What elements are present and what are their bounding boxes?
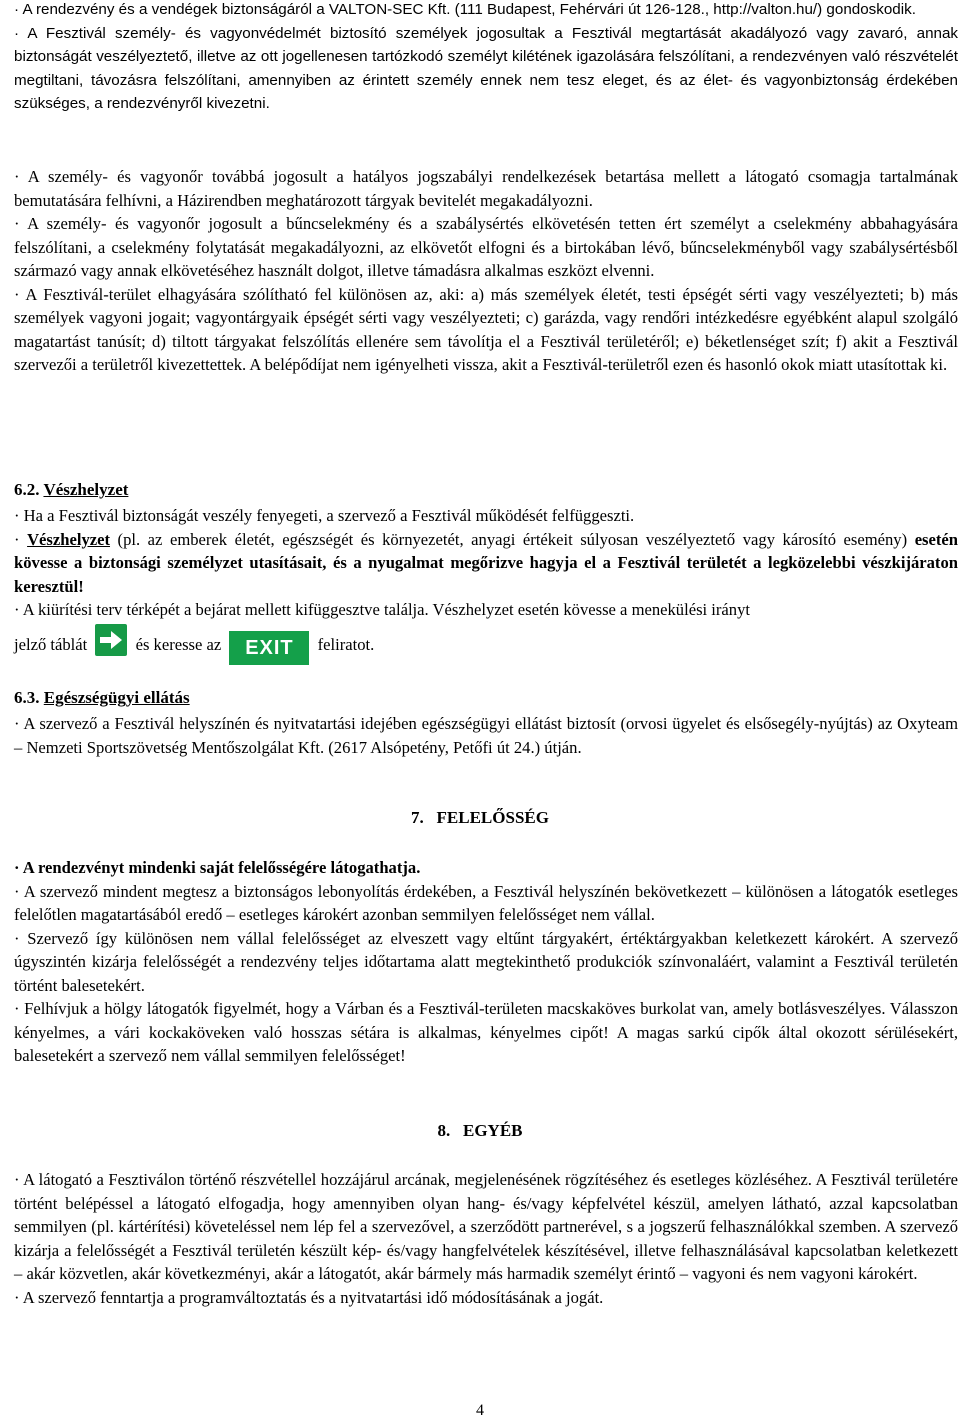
paragraph-own-risk: · A rendezvényt mindenki saját felelősségére látogathatja. bbox=[14, 858, 421, 877]
paragraph-expulsion: · A Fesztivál-terület elhagyására szólítható fel különösen az, aki: a) más személyek életét, testi épségét sérti vagy veszélyezteti; b) más személyek vagyoni jogait; vagyontárgyaik épségét sérti vagy veszélyezteti; c) garázda, vagy rendőri intézkedésre egyébként alapul szolgáló magatartást tanúsít; d) tiltott tárgyakat felszólítás ellenére sem távolítja el a Fesztivál területéről; e) béketlenséget szít; f) akit a Fesztivál szervezői a területről kivezettettek. A belépődíjat nem igényelheti vissza, akit a Fesztivál-területről ezen és hasonló okok miatt utasítottak ki. bbox=[14, 284, 958, 374]
other-section bbox=[14, 1168, 958, 1309]
section-heading-6-3 bbox=[14, 688, 190, 708]
sign-line bbox=[14, 624, 374, 665]
paragraph-bag-check: · A személy- és vagyonőr továbbá jogosult a hatályos jogszabályi rendelkezések betartása mellett a látogató csomagja tartalmának bemutatására felhívni, a Házirendben meghatározott tárgyak bevitelét megakadályozni. bbox=[14, 167, 958, 210]
paragraph-healthcare: · A szervező a Fesztivál helyszínén és nyitvatartási idejében egészségügyi ellátást biztosít (orvosi ügyelet és elsősegély-nyújtás) az Oxyteam – Nemzeti Sportszövetség Mentőszolgálat Kft. (2617 Alsópetény, Petőfi út 24.) útján. bbox=[14, 714, 958, 757]
guard-section bbox=[14, 165, 958, 377]
emergency-instruction: esetén kövesse a biztonsági személyzet utasításait, és a nyugalmat megőrizve hagyja el a Fesztivál területét a legközelebbi vészkijáraton keresztül! bbox=[14, 529, 958, 596]
paragraph-recording-consent: · A látogató a Fesztiválon történő részvétellel hozzájárul arcának, megjelenésének rögzítéséhez és esetleges közléséhez. A Fesztivál területére történt belépéssel a látogató elfogadja, hogy amennyiben olyan hang- és/vagy képfelvétel készül, amelyen látható, azzal kapcsolatban semmilyen (pl. kártérítési) követeléssel nem lép fel a szervezővel, a szerződött partnerével, s a jogszerű felhasználókkal szemben. A szervező kizárja a felelősségét a Fesztivál területén készült kép- és/vagy hangfelvételek készítésével, illetve felhasználásával kapcsolatban keletkezett – akár közvetlen, akár következményi, akár a látogatót, akár bármely más harmadik személyt érintő – vagyoni és nem vagyoni károkért. bbox=[14, 1170, 958, 1283]
paragraph-emergency bbox=[14, 528, 958, 599]
paragraph-program-change: · A szervező fenntartja a programváltoztatás és a nyitvatartási idő módosításának a jogát. bbox=[14, 1287, 604, 1307]
emergency-lead: Vészhelyzet bbox=[27, 529, 111, 549]
section-title: Egészségügyi ellátás bbox=[43, 688, 190, 707]
emergency-section bbox=[14, 504, 958, 622]
emergency-text: (pl. az emberek életét, egészségét és környezetét, anyagi értékeit súlyosan veszélyeztető vagy károsító esemény) bbox=[110, 529, 915, 549]
paragraph-suspension: · Ha a Fesztivál biztonságát veszély fenyegeti, a szervező a Fesztivál működését felfüggeszti. bbox=[14, 506, 635, 525]
paragraph-no-liability: · A szervező mindent megtesz a biztonságos lebonyolítás érdekében, a Fesztivál helyszínén bekövetkezett – különösen a látogatók esetleges felelőtlen magatartásából eredő – esetleges károkért azonban semmilyen felelősséget nem vállal. bbox=[14, 881, 958, 924]
intro-section bbox=[14, 0, 958, 116]
sign-text-2: és keresse az bbox=[135, 635, 222, 654]
healthcare-section bbox=[14, 712, 958, 759]
paragraph-lost-items: · Szervező így különösen nem vállal felelősséget az elveszett vagy eltűnt tárgyakért, értéktárgyakban keletkezett károkért. A szervező úgyszintén kizárja felelősségét a rendezvény teljes időtartama alatt megtekinthető produkciók színvonaláért, valamint a Fesztivál területén történt balesetekért. bbox=[14, 928, 958, 995]
section-number: 6.3. bbox=[14, 688, 40, 707]
paragraph-crime-intervention: · A személy- és vagyonőr jogosult a bűncselekmény és a szabálysértés elkövetésén tetten ért személyt a cselekmény abbahagyására felszólítani, a cselekmény folytatását megakadályozni, az elkövetőt elfogni és a birtokában lévő, bűncselekményből vagy szabálysértésből származó vagy annak elkövetéséhez használt dolgot, illetve támadásra alkalmas eszközt elvenni. bbox=[14, 214, 958, 280]
paragraph-security-provider: · A rendezvény és a vendégek biztonságáról a VALTON-SEC Kft. (111 Budapest, Fehérvári út 126-128., http://valton.hu/) gondoskodik. bbox=[14, 1, 916, 18]
section-number: 6.2. bbox=[14, 480, 40, 499]
escape-arrow-sign-icon bbox=[95, 624, 127, 656]
paragraph-security-rights: · A Fesztivál személy- és vagyonvédelmét biztosító személyek jogosultak a Fesztivál megtartását akadályozó vagy zavaró, annak biztonságát veszélyeztető, illetve az ott jogellenesen tartózkodó személyt kilétének igazolására felszólítani, a rendezvényen való részvételét megtiltani, távozásra felszólítani, amennyiben az érintett személy ennek nem tesz eleget, és az élet- és vagyonbiztonság érdekében szükséges, a rendezvényről kivezetni. bbox=[14, 24, 958, 112]
sign-text-1: jelző táblát bbox=[14, 635, 88, 654]
page-number: 4 bbox=[476, 1402, 484, 1419]
liability-section bbox=[14, 856, 958, 1068]
sign-text-3: feliratot. bbox=[317, 635, 375, 654]
section-heading-6-2 bbox=[14, 480, 128, 500]
section-heading-7: 7. FELELŐSSÉG bbox=[411, 808, 549, 827]
section-title: Vészhelyzet bbox=[43, 480, 129, 499]
bullet: · bbox=[14, 529, 28, 549]
paragraph-evacuation: · A kiürítési terv térképét a bejárat mellett kifüggesztve találja. Vészhelyzet esetén kövesse a menekülési irányt bbox=[14, 600, 750, 619]
paragraph-cobblestone: · Felhívjuk a hölgy látogatók figyelmét, hogy a Várban és a Fesztivál-területen macskaköves burkolat van, amely botlásveszélyes. Válasszon kényelmes, a vári kockaköveken való hosszas sétára is alkalmas, kényelmes cipőt! A magas sarkú cipők által okozott sérülésekért, balesetekért a szervező nem vállal semmilyen felelősséget! bbox=[14, 999, 958, 1065]
section-heading-8: 8. EGYÉB bbox=[437, 1121, 523, 1140]
exit-sign-icon: EXIT bbox=[229, 631, 309, 665]
